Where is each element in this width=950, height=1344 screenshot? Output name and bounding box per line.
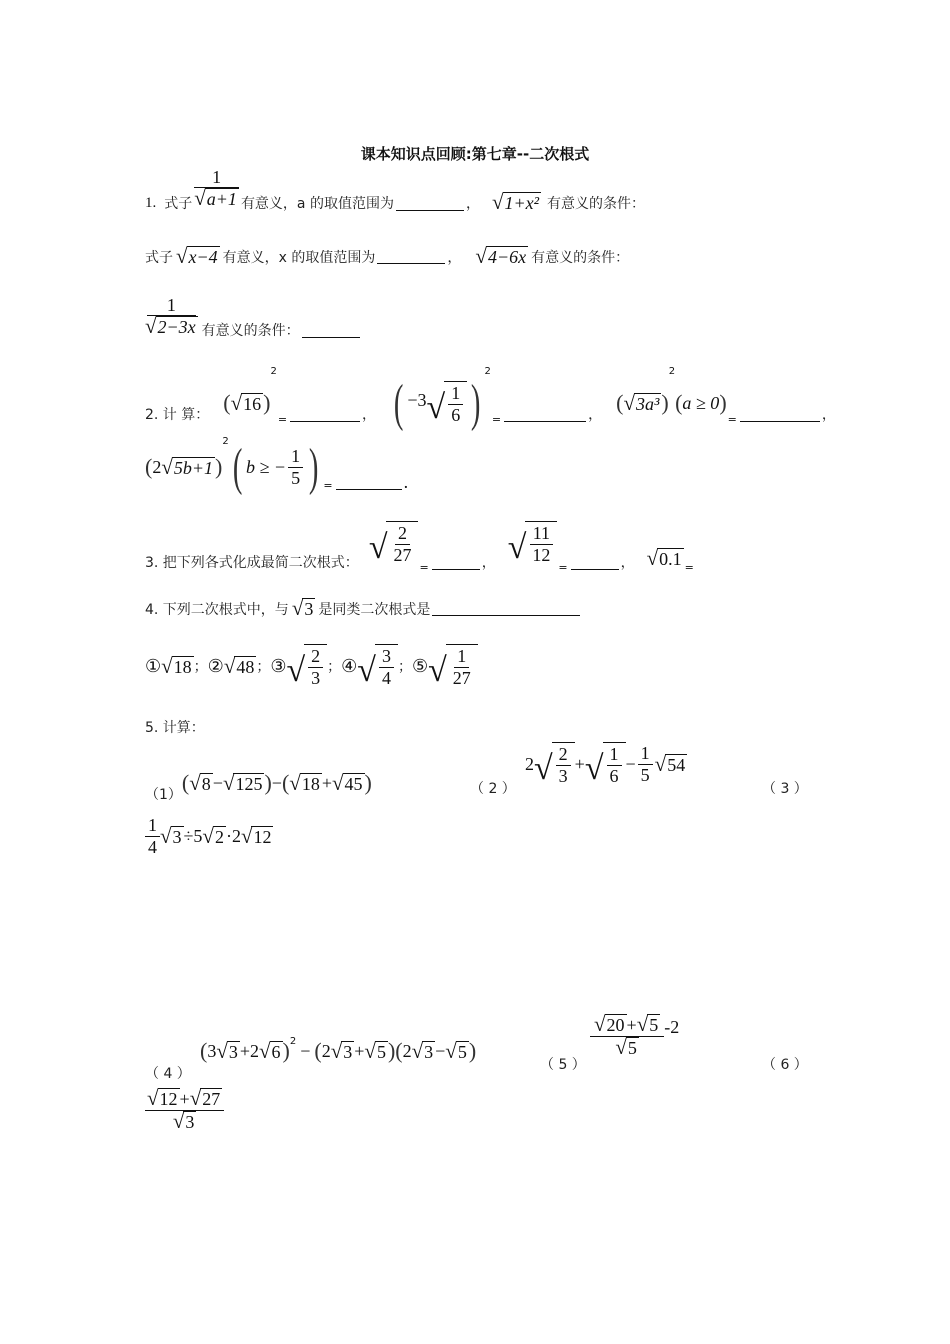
coefficient: 5	[193, 825, 203, 846]
option-mark: ⑤	[411, 655, 429, 676]
operator: −	[435, 1040, 446, 1061]
option-sqrt-1-over-27	[428, 644, 478, 688]
sqrt-icon: √	[584, 750, 604, 788]
coefficient: −3	[407, 389, 427, 410]
part-tag: （ 4 ）	[145, 1066, 191, 1082]
comma: ，	[588, 407, 603, 423]
numerator: 3	[379, 646, 394, 668]
operator: −	[271, 772, 282, 793]
q4-text: 4. 下列二次根式中，与	[145, 601, 289, 618]
radicand: 5	[649, 1015, 659, 1036]
paren: (	[675, 390, 683, 415]
q1-line3	[145, 292, 362, 340]
exponent: 2	[484, 366, 491, 377]
paren: )	[468, 1038, 477, 1063]
sqrt-4-minus-6x	[475, 246, 528, 267]
radicand: 12	[253, 826, 272, 847]
equals: =	[727, 413, 737, 426]
radicand: 2−3x	[157, 317, 196, 338]
radicand: 125	[235, 773, 263, 794]
equals: =	[558, 561, 568, 574]
fraction	[590, 1014, 664, 1058]
option-mark: ③	[270, 655, 287, 676]
sqrt-125	[222, 770, 265, 795]
radicand: 0.1	[659, 548, 682, 569]
q4-text: 是同类二次根式是	[318, 601, 431, 618]
q3-label: 3. 把下列各式化成最简二次根式：	[145, 555, 359, 571]
paren: (	[281, 770, 290, 795]
sqrt	[594, 1014, 627, 1035]
sqrt-1-plus-x-squared	[491, 189, 541, 214]
numerator: 1	[147, 295, 196, 317]
sqrt-3	[292, 598, 316, 619]
sqrt-3a-cubed	[623, 390, 661, 415]
q2-label: 2. 计 算：	[145, 407, 210, 423]
radicand: 16	[243, 393, 262, 414]
radicand: 54	[667, 754, 686, 775]
part-tag: （ 2 ）	[470, 781, 516, 797]
equals: =	[684, 561, 694, 574]
radicand	[446, 644, 478, 688]
coefficient: 2	[402, 1040, 412, 1061]
operator: +	[354, 1040, 365, 1061]
denominator: 3	[558, 765, 568, 786]
fraction	[607, 744, 622, 786]
sqrt-5b-plus-1	[161, 454, 215, 479]
sqrt	[194, 187, 239, 209]
comma: ，	[620, 555, 635, 571]
sqrt-icon: √	[534, 750, 553, 788]
exponent: 2	[270, 366, 277, 377]
q1-text: 有意义，x 的取值范围为	[222, 249, 376, 266]
option-sqrt-3-over-4	[357, 644, 398, 688]
paren: (	[223, 390, 231, 415]
paren: (	[395, 1038, 403, 1063]
radicand: 8	[201, 773, 211, 794]
sqrt	[615, 1034, 639, 1059]
radicand: x−4	[188, 247, 218, 268]
sqrt-icon: √	[364, 1038, 376, 1063]
option-sqrt-48	[223, 653, 257, 678]
option-mark: ①	[145, 655, 162, 676]
denominator: 12	[532, 544, 551, 565]
sqrt-icon: √	[222, 770, 235, 795]
denominator: 3	[311, 667, 321, 688]
separator: ；	[256, 659, 271, 675]
part-tag: （ 3 ）	[762, 781, 808, 797]
fraction	[529, 523, 553, 565]
sqrt-icon: √	[331, 770, 344, 795]
sqrt-icon: √	[646, 545, 659, 570]
q1-line1	[145, 163, 645, 213]
sqrt-6	[259, 1038, 283, 1063]
sqrt-icon: √	[216, 1038, 228, 1063]
q5-part5	[590, 1014, 679, 1058]
radicand	[386, 521, 418, 565]
radicand	[375, 644, 398, 688]
answer-blank	[336, 475, 402, 490]
sqrt-icon: √	[289, 770, 301, 795]
radicand: 3	[228, 1041, 238, 1062]
sqrt-icon: √	[623, 390, 635, 415]
answer-blank	[290, 407, 360, 422]
option-mark: ④	[341, 655, 358, 676]
numerator	[590, 1014, 664, 1037]
operator: −	[212, 772, 223, 793]
radicand: 5	[457, 1041, 467, 1062]
sqrt-12	[240, 823, 274, 848]
radicand: 48	[236, 656, 255, 677]
radicand: 12	[159, 1089, 178, 1110]
radicand: 27	[202, 1089, 221, 1110]
numerator: 2	[395, 523, 410, 545]
q1-number: 1.	[145, 194, 157, 211]
part-tag: （ 6 ）	[762, 1057, 808, 1073]
radicand: 3	[304, 599, 314, 620]
radicand: 3	[424, 1041, 434, 1062]
operator: +	[626, 1015, 637, 1035]
sqrt	[637, 1014, 661, 1035]
radicand: 1+x²	[504, 192, 540, 213]
sqrt-icon: √	[507, 529, 527, 567]
numerator: 1	[145, 815, 160, 837]
sqrt-icon: √	[259, 1038, 271, 1063]
comma: ，	[821, 407, 836, 423]
sqrt-icon: √	[291, 596, 304, 620]
radicand: 2	[214, 826, 224, 847]
q5-part1	[145, 762, 372, 804]
operator: +	[321, 772, 332, 793]
page-title: 课本知识点回顾:第七章--二次根式	[360, 145, 590, 163]
option-mark: ②	[207, 655, 224, 676]
sqrt-3	[330, 1038, 355, 1063]
q5-part4	[200, 1038, 476, 1064]
sqrt-icon: √	[189, 1086, 202, 1110]
denominator: 6	[451, 404, 461, 425]
separator: ；	[193, 659, 208, 675]
denominator: 4	[148, 836, 157, 857]
equals: =	[491, 413, 502, 426]
radicand	[552, 742, 575, 786]
period: .	[403, 471, 409, 492]
fraction	[379, 646, 394, 688]
numerator: 11	[530, 523, 553, 545]
q1-text: 有意义的条件：	[531, 249, 630, 266]
denominator: 27	[393, 544, 412, 565]
option-sqrt-18	[161, 653, 194, 678]
radicand: 18	[301, 773, 320, 794]
answer-blank	[377, 249, 445, 264]
radicand: 3a³	[635, 393, 660, 414]
fraction-1-over-sqrt-a-plus-1	[194, 167, 239, 210]
sqrt-icon: √	[357, 652, 376, 690]
part-tag: （1）	[145, 787, 182, 803]
denominator: 4	[381, 667, 391, 688]
sqrt-2-over-3	[534, 742, 575, 786]
sqrt-icon: √	[176, 244, 188, 268]
sqrt-5	[364, 1038, 388, 1063]
equals: =	[277, 413, 288, 426]
paren: )	[215, 454, 223, 479]
comma: ，	[447, 249, 462, 266]
sqrt-16	[230, 390, 264, 415]
sqrt-3	[160, 823, 184, 848]
q2-line2	[145, 438, 408, 496]
sqrt-icon: √	[368, 529, 388, 567]
paren: )	[719, 390, 727, 415]
coefficient: 2	[321, 1040, 331, 1061]
radicand: 3	[185, 1111, 195, 1132]
radicand: 4−6x	[487, 247, 527, 268]
sqrt-2	[202, 823, 226, 848]
sqrt-icon: √	[428, 652, 447, 690]
answer-blank	[571, 555, 619, 570]
sqrt-54	[654, 751, 688, 776]
numerator: 1	[454, 646, 469, 668]
sqrt-icon: √	[615, 1034, 627, 1059]
answer-blank	[432, 601, 580, 616]
paren: )	[387, 1038, 396, 1063]
radicand	[525, 521, 557, 565]
sqrt-icon: √	[194, 186, 206, 211]
q2-line1	[145, 368, 836, 438]
operator: +	[179, 1089, 190, 1109]
operator: +	[574, 753, 585, 774]
sqrt-icon: √	[411, 1038, 424, 1063]
fraction	[638, 743, 653, 785]
sqrt-icon: √	[330, 1038, 343, 1063]
sqrt-icon: √	[161, 454, 173, 479]
q1-text: 有意义的条件：	[547, 196, 646, 212]
coefficient: 2	[152, 456, 162, 477]
paren: )	[264, 770, 272, 795]
sqrt-icon: √	[145, 314, 157, 339]
operator: −	[625, 753, 636, 774]
numerator: 1	[288, 446, 303, 468]
option-sqrt-2-over-3	[286, 644, 327, 688]
fraction	[288, 446, 303, 488]
equals: =	[323, 479, 333, 492]
q5-part2	[525, 742, 687, 786]
numerator: 1	[212, 166, 222, 187]
paren: )	[263, 390, 271, 415]
q5-label-line	[145, 717, 205, 737]
sqrt-icon: √	[160, 823, 172, 848]
coefficient: 2	[231, 825, 241, 846]
separator: ；	[397, 659, 412, 675]
sqrt-8	[189, 770, 213, 795]
numerator: 2	[556, 744, 571, 766]
condition: a ≥ 0	[682, 392, 720, 413]
radicand: 18	[173, 656, 192, 677]
q3-line	[145, 512, 695, 574]
operator: −	[300, 1040, 311, 1061]
radicand: a+1	[206, 189, 237, 210]
coefficient: 3	[207, 1040, 217, 1061]
q1-text: 有意义的条件：	[201, 323, 300, 339]
sqrt-11-over-12	[508, 521, 558, 565]
sqrt-icon: √	[426, 389, 446, 427]
sqrt-icon: √	[654, 751, 667, 776]
radicand	[444, 381, 467, 425]
operator: ÷	[183, 825, 194, 846]
exponent: 2	[289, 1036, 297, 1047]
sqrt	[190, 1088, 223, 1109]
q5-part3	[145, 815, 273, 857]
radicand: 3	[172, 826, 182, 847]
denominator: 6	[609, 765, 619, 786]
q1-text: 有意义，a 的取值范围为	[240, 196, 394, 212]
numerator: 1	[638, 743, 653, 765]
comma: ，	[362, 407, 377, 423]
sqrt-1-over-6	[585, 742, 626, 786]
answer-blank	[396, 196, 464, 211]
paren: )	[282, 1038, 290, 1063]
sqrt-icon: √	[240, 823, 253, 848]
fraction	[390, 523, 414, 565]
sqrt-icon: √	[636, 1012, 649, 1036]
q1-line2	[145, 246, 629, 267]
sqrt-3	[216, 1038, 240, 1063]
paren: (	[232, 438, 243, 496]
paren: (	[616, 390, 624, 415]
paren: )	[471, 374, 481, 432]
sqrt-icon: √	[147, 1086, 159, 1110]
denominator: 27	[452, 667, 471, 688]
sqrt-icon: √	[172, 1108, 185, 1133]
radicand: 6	[271, 1041, 281, 1062]
paren: (	[314, 1038, 322, 1063]
equals: =	[419, 561, 429, 574]
sqrt	[147, 1088, 180, 1109]
exponent: 2	[668, 366, 676, 377]
numerator: 2	[308, 646, 323, 668]
radicand: 20	[606, 1015, 625, 1036]
sqrt-icon: √	[223, 653, 236, 678]
sqrt-icon: √	[202, 823, 214, 848]
sqrt-icon: √	[230, 390, 243, 415]
fraction	[448, 383, 463, 425]
condition: b ≥ −	[246, 456, 287, 477]
fraction	[556, 744, 571, 786]
q1-text: 式子	[145, 249, 173, 266]
sqrt-2-over-27	[369, 521, 419, 565]
radicand: 5	[376, 1041, 386, 1062]
radicand	[603, 742, 626, 786]
radicand: 45	[344, 773, 363, 794]
fraction	[450, 646, 474, 688]
fraction	[145, 815, 160, 857]
operator: +	[239, 1040, 251, 1061]
sqrt-icon: √	[286, 652, 306, 690]
sqrt-icon: √	[161, 653, 173, 678]
part-tag: （ 5 ）	[540, 1057, 586, 1073]
answer-blank	[504, 407, 586, 422]
denominator: 5	[291, 467, 301, 488]
fraction	[308, 646, 323, 688]
sqrt	[145, 316, 198, 337]
paren: )	[364, 770, 372, 795]
answer-blank	[740, 407, 820, 422]
denominator: 5	[640, 764, 650, 785]
numerator: 1	[448, 383, 463, 405]
minus-2: -2	[664, 1016, 680, 1037]
sqrt-x-minus-4	[176, 246, 220, 267]
q4-line	[145, 598, 582, 619]
numerator: 1	[607, 744, 622, 766]
fraction-1-over-sqrt-2-minus-3x	[145, 295, 198, 338]
paren: (	[145, 454, 153, 479]
q5-part6	[145, 1088, 224, 1132]
answer-blank	[302, 323, 360, 338]
answer-blank	[432, 555, 480, 570]
sqrt-icon: √	[491, 189, 504, 214]
comma: ，	[481, 555, 496, 571]
radicand: 3	[343, 1041, 353, 1062]
separator: ；	[327, 659, 342, 675]
paren: (	[393, 374, 404, 432]
sqrt-icon: √	[594, 1012, 606, 1036]
sqrt-3	[411, 1038, 436, 1063]
q5-label: 5. 计算：	[145, 720, 205, 736]
radicand	[304, 644, 327, 688]
sqrt-icon: √	[475, 244, 487, 268]
numerator	[145, 1088, 224, 1111]
denominator	[612, 1034, 642, 1059]
fraction	[145, 1088, 224, 1132]
paren: )	[308, 438, 319, 496]
paren: (	[181, 770, 190, 795]
operator: ·	[225, 825, 232, 846]
sqrt	[172, 1108, 197, 1133]
q1-text: 式子	[164, 196, 193, 212]
radicand: 5	[627, 1037, 637, 1058]
sqrt-1-over-6	[427, 381, 468, 425]
denominator	[170, 1108, 200, 1133]
sqrt-18	[289, 770, 322, 795]
sqrt-5	[445, 1038, 469, 1063]
sqrt-0-1	[646, 545, 684, 570]
paren: (	[200, 1038, 208, 1063]
radicand: 5b+1	[173, 457, 214, 478]
paren: )	[661, 390, 669, 415]
sqrt-icon: √	[189, 770, 201, 795]
coefficient: 2	[250, 1040, 260, 1061]
comma: ，	[465, 196, 480, 212]
sqrt-45	[331, 770, 365, 795]
exponent: 2	[222, 436, 229, 447]
q4-options	[145, 640, 478, 692]
coefficient: 2	[525, 753, 534, 774]
sqrt-icon: √	[445, 1038, 457, 1063]
